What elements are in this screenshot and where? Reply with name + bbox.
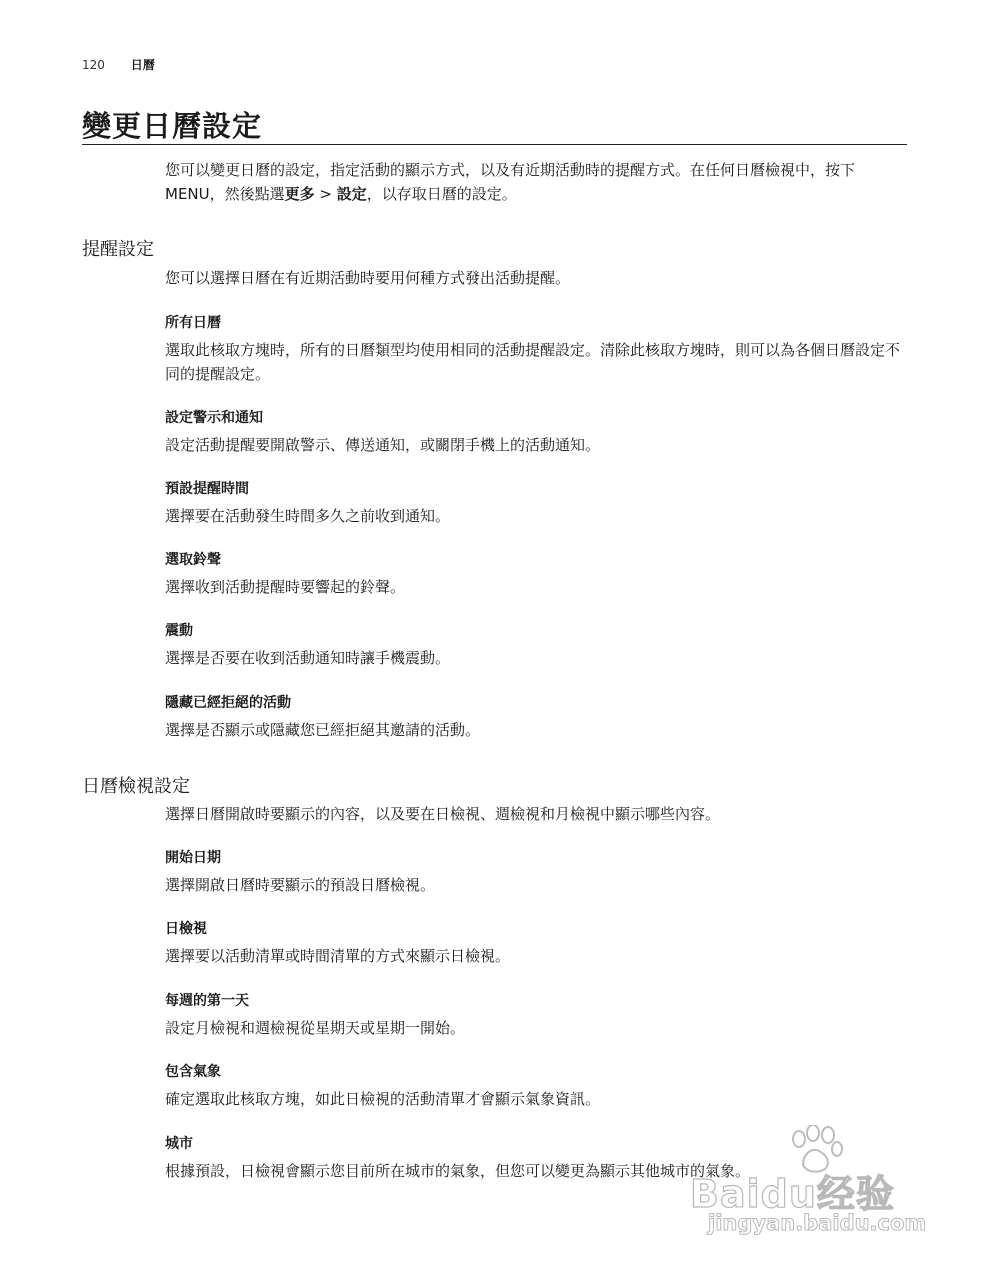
section-desc-reminder: 您可以選擇日曆在有近期活動時要用何種方式發出活動提醒。 [165, 269, 571, 287]
intro-text: 您可以變更日曆的設定，指定活動的顯示方式，以及有近期活動時的提醒方式。在任何日曆檢視中，按下 MENU，然後點選 [165, 161, 856, 203]
item-title: 開始日期 [165, 850, 221, 866]
page-number: 120 [82, 58, 105, 72]
item-title: 城市 [165, 1136, 193, 1152]
item-title: 選取鈴聲 [165, 552, 221, 568]
item-desc: 選擇是否要在收到活動通知時讓手機震動。 [165, 649, 451, 667]
item-desc: 確定選取此核取方塊，如此日檢視的活動清單才會顯示氣象資訊。 [165, 1090, 601, 1108]
item-desc: 選擇要在活動發生時間多久之前收到通知。 [165, 507, 451, 525]
title-rule [82, 144, 907, 145]
watermark-url: jingyan.baidu.com [708, 1211, 927, 1235]
intro-more: 更多 [284, 185, 315, 203]
item-desc: 選取此核取方塊時，所有的日曆類型均使用相同的活動提醒設定。清除此核取方塊時，則可以為各個日曆設定不同的提醒設定。 [165, 341, 901, 383]
intro-settings: 設定 [336, 185, 367, 203]
item-title: 所有日曆 [165, 315, 221, 331]
item-title: 包含氣象 [165, 1064, 221, 1080]
intro-sep: > [314, 185, 337, 203]
intro-paragraph [165, 158, 910, 206]
section-desc-view: 選擇日曆開啟時要顯示的內容，以及要在日檢視、週檢視和月檢視中顯示哪些內容。 [165, 805, 721, 823]
item-title: 隱藏已經拒絕的活動 [165, 695, 291, 711]
item-title: 每週的第一天 [165, 993, 249, 1009]
running-section: 日曆 [130, 58, 155, 72]
page-header [82, 56, 155, 73]
item-title: 日檢視 [165, 921, 207, 937]
item-desc: 根據預設，日檢視會顯示您目前所在城市的氣象，但您可以變更為顯示其他城市的氣象。 [165, 1162, 751, 1180]
item-title: 預設提醒時間 [165, 481, 249, 497]
item-title: 震動 [165, 623, 193, 639]
intro-text-end: ，以存取日曆的設定。 [366, 185, 517, 203]
item-desc: 選擇是否顯示或隱藏您已經拒絕其邀請的活動。 [165, 721, 481, 739]
section-title-view: 日曆檢視設定 [82, 776, 190, 797]
watermark-brand: Baidu经验 [690, 1172, 895, 1216]
item-title: 設定警示和通知 [165, 410, 263, 426]
item-desc: 選擇要以活動清單或時間清單的方式來顯示日檢視。 [165, 947, 511, 965]
section-title-reminder: 提醒設定 [82, 239, 154, 260]
item-desc: 選擇收到活動提醒時要響起的鈴聲。 [165, 578, 406, 596]
item-desc: 設定活動提醒要開啟警示、傳送通知，或關閉手機上的活動通知。 [165, 436, 601, 454]
page-title: 變更日曆設定 [82, 109, 263, 143]
item-desc: 選擇開啟日曆時要顯示的預設日曆檢視。 [165, 876, 436, 894]
baidu-watermark [690, 1125, 950, 1245]
item-desc: 設定月檢視和週檢視從星期天或星期一開始。 [165, 1019, 466, 1037]
